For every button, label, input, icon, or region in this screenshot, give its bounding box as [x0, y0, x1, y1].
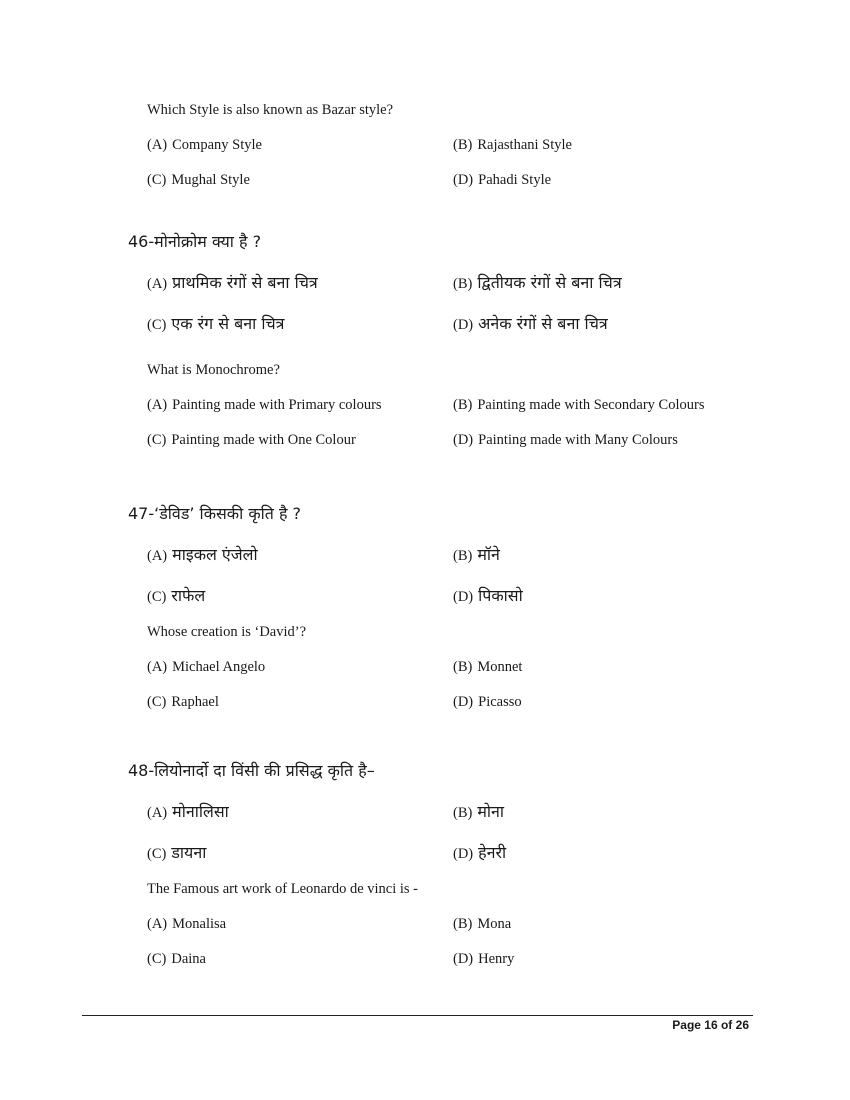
q48-en-question: The Famous art work of Leonardo de vinci is -	[147, 881, 418, 897]
q46-en-option-d: (D) Painting made with Many Colours	[453, 432, 678, 448]
q47-en-option-b: (B) Monnet	[453, 659, 523, 675]
q48-en-option-b: (B) Mona	[453, 916, 512, 932]
q48-heading: 48-लियोनार्दो दा विंसी की प्रसिद्ध कृति है–	[128, 761, 375, 780]
q47-en-question: Whose creation is ‘David’?	[147, 624, 307, 640]
q45-en-question: Which Style is also known as Bazar style?	[147, 102, 394, 118]
page-number: Page 16 of 26	[672, 1018, 749, 1032]
q47-en-option-a: (A) Michael Angelo	[147, 659, 266, 675]
q45-en-option-a: (A) Company Style	[147, 137, 262, 153]
q48-hi-option-b: (B) मोना	[453, 802, 505, 821]
q46-hi-option-d: (D) अनेक रंगों से बना चित्र	[453, 314, 608, 333]
q48-en-option-d: (D) Henry	[453, 951, 515, 967]
q47-en-option-c: (C) Raphael	[147, 694, 219, 710]
q48-hi-option-a: (A) मोनालिसा	[147, 802, 229, 821]
q46-en-question: What is Monochrome?	[147, 362, 280, 378]
q46-heading: 46-मोनोक्रोम क्या है ?	[128, 232, 262, 251]
q46-hi-option-b: (B) द्वितीयक रंगों से बना चित्र	[453, 273, 622, 292]
q48-hi-option-d: (D) हेनरी	[453, 843, 507, 862]
q46-en-option-b: (B) Painting made with Secondary Colours	[453, 397, 705, 413]
footer-divider	[82, 1015, 753, 1016]
q47-en-option-d: (D) Picasso	[453, 694, 522, 710]
q45-en-option-d: (D) Pahadi Style	[453, 172, 552, 188]
q47-hi-option-c: (C) राफेल	[147, 586, 206, 605]
q46-hi-option-a: (A) प्राथमिक रंगों से बना चित्र	[147, 273, 318, 292]
q47-hi-option-b: (B) मॉने	[453, 545, 500, 564]
q47-hi-option-d: (D) पिकासो	[453, 586, 523, 605]
q48-hi-option-c: (C) डायना	[147, 843, 207, 862]
q47-heading: 47-‘डेविड’ किसकी कृति है ?	[128, 504, 302, 523]
q48-en-option-a: (A) Monalisa	[147, 916, 227, 932]
q47-hi-option-a: (A) माइकल एंजेलो	[147, 545, 258, 564]
q46-en-option-c: (C) Painting made with One Colour	[147, 432, 356, 448]
q46-en-option-a: (A) Painting made with Primary colours	[147, 397, 382, 413]
q45-en-option-c: (C) Mughal Style	[147, 172, 250, 188]
q46-hi-option-c: (C) एक रंग से बना चित्र	[147, 314, 285, 333]
q48-en-option-c: (C) Daina	[147, 951, 206, 967]
q45-en-option-b: (B) Rajasthani Style	[453, 137, 572, 153]
